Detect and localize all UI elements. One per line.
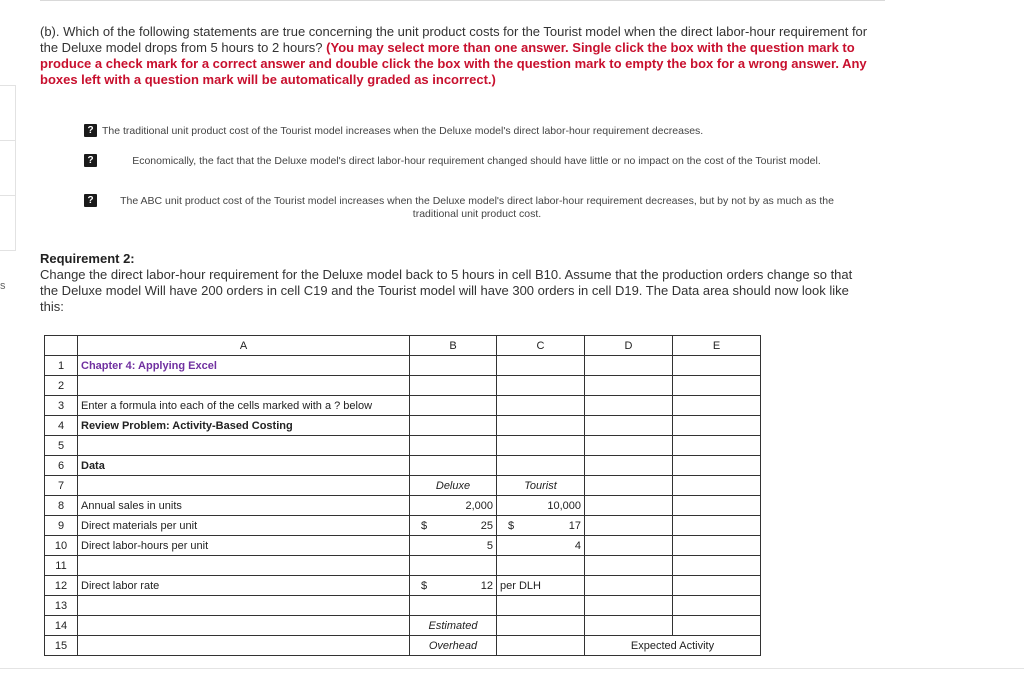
cell-a4[interactable]: Review Problem: Activity-Based Costing	[78, 416, 410, 436]
side-panel-tab-3[interactable]	[0, 195, 16, 251]
cell-e14[interactable]	[673, 616, 761, 636]
cell-e7[interactable]	[673, 476, 761, 496]
cell-d10[interactable]	[585, 536, 673, 556]
cell-d14[interactable]	[585, 616, 673, 636]
column-header-d[interactable]: D	[585, 336, 673, 356]
answer-checkbox-1[interactable]: ?	[84, 124, 97, 137]
row-number: 8	[45, 496, 78, 516]
cell-b1[interactable]	[410, 356, 497, 376]
requirement-title: Requirement 2:	[40, 251, 135, 266]
row-number: 6	[45, 456, 78, 476]
cell-a11[interactable]	[78, 556, 410, 576]
cell-a3[interactable]: Enter a formula into each of the cells marked with a ? below	[78, 396, 410, 416]
cell-a10[interactable]: Direct labor-hours per unit	[78, 536, 410, 556]
answer-checkbox-2[interactable]: ?	[84, 154, 97, 167]
row-number: 15	[45, 636, 78, 656]
row-number: 2	[45, 376, 78, 396]
row-number: 3	[45, 396, 78, 416]
currency-symbol: $	[421, 519, 428, 532]
sheet-row	[45, 596, 761, 616]
cell-a8[interactable]: Annual sales in units	[78, 496, 410, 516]
cell-e8[interactable]	[673, 496, 761, 516]
cell-d12[interactable]	[585, 576, 673, 596]
cell-e10[interactable]	[673, 536, 761, 556]
side-panel-tab-2[interactable]	[0, 140, 16, 196]
bottom-divider	[0, 668, 1024, 669]
row-number: 9	[45, 516, 78, 536]
cell-e3[interactable]	[673, 396, 761, 416]
column-header-a[interactable]: A	[78, 336, 410, 356]
cell-e6[interactable]	[673, 456, 761, 476]
sheet-row	[45, 476, 761, 496]
sheet-row	[45, 396, 761, 416]
cell-a5[interactable]	[78, 436, 410, 456]
column-header-e[interactable]: E	[673, 336, 761, 356]
cell-c2[interactable]	[497, 376, 585, 396]
side-panel-tab-1[interactable]	[0, 85, 16, 141]
cell-c9-value: 17	[568, 519, 581, 532]
cell-c7[interactable]: Tourist	[497, 476, 585, 496]
side-panel-letter: s	[0, 280, 6, 292]
cell-b4[interactable]	[410, 416, 497, 436]
sheet-row	[45, 576, 761, 596]
column-header-c[interactable]: C	[497, 336, 585, 356]
row-number: 5	[45, 436, 78, 456]
row-number: 4	[45, 416, 78, 436]
cell-a15[interactable]	[78, 636, 410, 656]
cell-e13[interactable]	[673, 596, 761, 616]
cell-c9[interactable]	[497, 516, 585, 536]
cell-c15[interactable]	[497, 636, 585, 656]
cell-c5[interactable]	[497, 436, 585, 456]
currency-symbol: $	[508, 519, 515, 532]
cell-e9[interactable]	[673, 516, 761, 536]
cell-a6[interactable]: Data	[78, 456, 410, 476]
row-number: 1	[45, 356, 78, 376]
cell-d11[interactable]	[585, 556, 673, 576]
row-number: 11	[45, 556, 78, 576]
cell-c1[interactable]	[497, 356, 585, 376]
row-number: 10	[45, 536, 78, 556]
cell-b10[interactable]: 5	[410, 536, 497, 556]
cell-d6[interactable]	[585, 456, 673, 476]
cell-b12-value: 12	[480, 579, 493, 592]
cell-b9-value: 25	[480, 519, 493, 532]
cell-d4[interactable]	[585, 416, 673, 436]
cell-c10[interactable]: 4	[497, 536, 585, 556]
statement-3-text: The ABC unit product cost of the Tourist model increases when the Deluxe model's direct labor-hour requirement decreases, but by not by as much as the traditional unit product cost.	[120, 195, 834, 220]
cell-a7[interactable]	[78, 476, 410, 496]
row-number: 7	[45, 476, 78, 496]
cell-a12[interactable]: Direct labor rate	[78, 576, 410, 596]
answer-checkbox-3[interactable]: ?	[84, 194, 97, 207]
cell-b6[interactable]	[410, 456, 497, 476]
cell-d9[interactable]	[585, 516, 673, 536]
question-prefix: (b). Which of the following statements are true concerning the unit product costs for the Tourist model when the direct labor-hour requirement for the Deluxe model drops from 5 hours to 2 hours?	[40, 24, 868, 55]
cell-a1[interactable]: Chapter 4: Applying Excel	[78, 356, 410, 376]
sheet-row	[45, 616, 761, 636]
row-number: 14	[45, 616, 78, 636]
cell-d2[interactable]	[585, 376, 673, 396]
cell-e4[interactable]	[673, 416, 761, 436]
cell-c13[interactable]	[497, 596, 585, 616]
requirement-body: Change the direct labor-hour requirement for the Deluxe model back to 5 hours in cell B10. Assume that the production orders change so that the Deluxe model Will have 200 orders in cell C19 and the Tourist model will have 300 orders in cell D19. The Data area should now look like this:	[40, 267, 853, 314]
cell-b14[interactable]: Estimated	[410, 616, 497, 636]
cell-c14[interactable]	[497, 616, 585, 636]
cell-b12[interactable]	[410, 576, 497, 596]
top-divider	[40, 0, 885, 1]
cell-b2[interactable]	[410, 376, 497, 396]
column-header-b[interactable]: B	[410, 336, 497, 356]
cell-b3[interactable]	[410, 396, 497, 416]
cell-a13[interactable]	[78, 596, 410, 616]
cell-d5[interactable]	[585, 436, 673, 456]
cell-b9[interactable]	[410, 516, 497, 536]
question-instruction: (You may select more than one answer. Single click the box with the question mark to produce a check mark for a correct answer and double click the box with the question mark to empty the box for a wrong answer. Any boxes left with a question mark will be automatically graded as incorrect.)	[40, 40, 867, 87]
cell-a14[interactable]	[78, 616, 410, 636]
currency-symbol: $	[421, 579, 428, 592]
sheet-row	[45, 416, 761, 436]
cell-b7[interactable]: Deluxe	[410, 476, 497, 496]
cell-d15[interactable]: Expected Activity	[585, 636, 761, 656]
sheet-row	[45, 496, 761, 516]
cell-e11[interactable]	[673, 556, 761, 576]
cell-c12[interactable]: per DLH	[497, 576, 585, 596]
sheet-row	[45, 516, 761, 536]
cell-d8[interactable]	[585, 496, 673, 516]
question-text	[40, 24, 880, 88]
spreadsheet-data-area	[44, 335, 761, 656]
sheet-row	[45, 536, 761, 556]
cell-c4[interactable]	[497, 416, 585, 436]
cell-c8[interactable]: 10,000	[497, 496, 585, 516]
row-number: 13	[45, 596, 78, 616]
cell-e2[interactable]	[673, 376, 761, 396]
cell-c11[interactable]	[497, 556, 585, 576]
cell-d3[interactable]	[585, 396, 673, 416]
cell-e1[interactable]	[673, 356, 761, 376]
cell-b15[interactable]: Overhead	[410, 636, 497, 656]
row-number: 12	[45, 576, 78, 596]
column-header-row	[45, 336, 761, 356]
cell-b8[interactable]: 2,000	[410, 496, 497, 516]
cell-c3[interactable]	[497, 396, 585, 416]
cell-d7[interactable]	[585, 476, 673, 496]
sheet-row	[45, 436, 761, 456]
corner-cell	[45, 336, 78, 356]
sheet-row	[45, 356, 761, 376]
cell-a9[interactable]: Direct materials per unit	[78, 516, 410, 536]
cell-c6[interactable]	[497, 456, 585, 476]
cell-a2[interactable]	[78, 376, 410, 396]
statement-2-text: Economically, the fact that the Deluxe model's direct labor-hour requirement changed should have little or no impact on the cost of the Tourist model.	[132, 155, 821, 167]
cell-b11[interactable]	[410, 556, 497, 576]
sheet-row	[45, 376, 761, 396]
statement-1-text: The traditional unit product cost of the Tourist model increases when the Deluxe model's direct labor-hour requirement decreases.	[102, 125, 704, 137]
cell-b13[interactable]	[410, 596, 497, 616]
sheet-row	[45, 456, 761, 476]
cell-e5[interactable]	[673, 436, 761, 456]
cell-d1[interactable]	[585, 356, 673, 376]
cell-e12[interactable]	[673, 576, 761, 596]
cell-d13[interactable]	[585, 596, 673, 616]
cell-b5[interactable]	[410, 436, 497, 456]
sheet-row	[45, 636, 761, 656]
sheet-row	[45, 556, 761, 576]
